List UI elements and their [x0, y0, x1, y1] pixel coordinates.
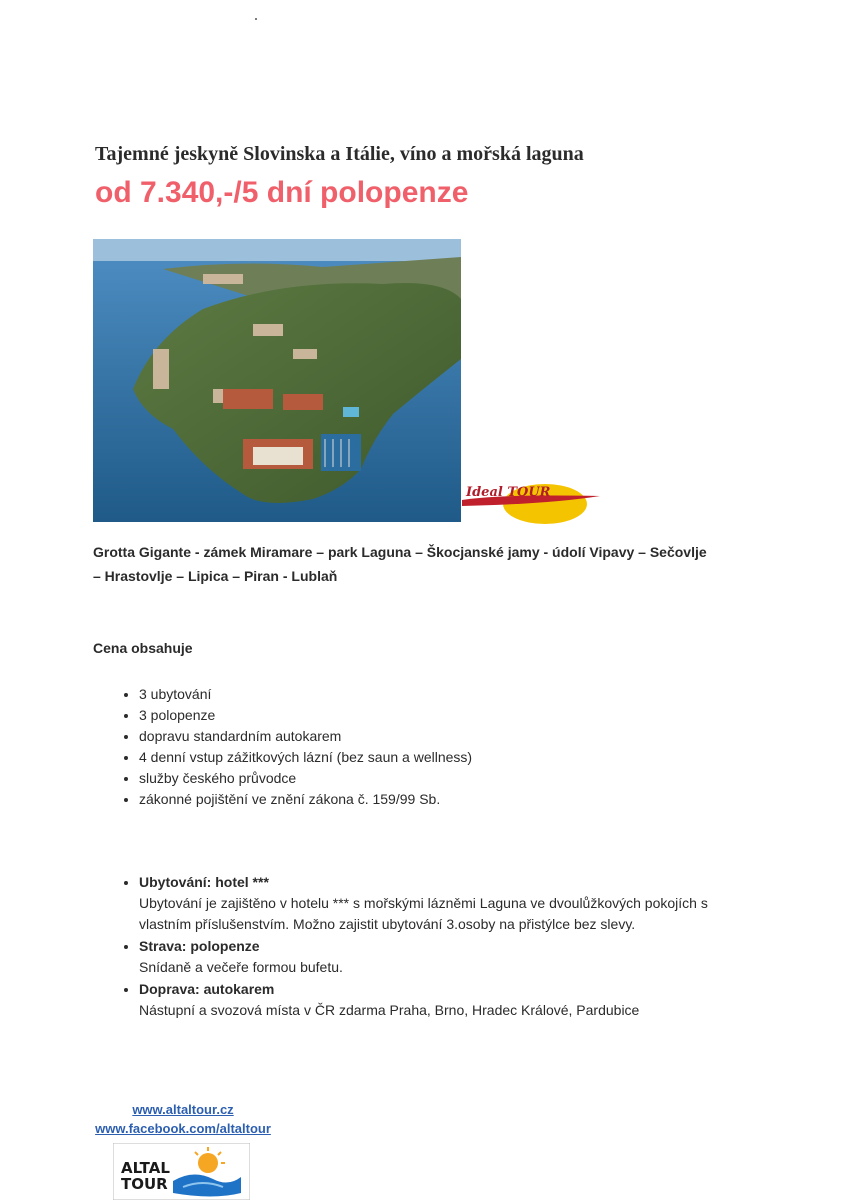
- list-item: • 3 polopenze: [139, 705, 472, 726]
- detail-transport: [139, 979, 719, 1021]
- ideal-tour-logo: [460, 476, 605, 526]
- detail-accommodation: [139, 872, 719, 935]
- ideal-logo-text: Ideal TOUR: [466, 485, 551, 500]
- list-item: • zákonné pojištění ve znění zákona č. 159/99 Sb.: [139, 789, 472, 810]
- route-description: Grotta Gigante - zámek Miramare – park Laguna – Škocjanské jamy - údolí Vipavy – Sečovlje – Hrastovlje – Lipica – Piran - Lublaň: [93, 544, 707, 584]
- scan-speck: [255, 18, 257, 20]
- detail-heading: • Ubytování: hotel ***: [139, 874, 269, 890]
- list-item: • 4 denní vstup zážitkových lázní (bez saun a wellness): [139, 747, 472, 768]
- details-list: [103, 872, 719, 1022]
- list-item: • služby českého průvodce: [139, 768, 472, 789]
- detail-meals: [139, 936, 719, 978]
- website-link[interactable]: www.altaltour.cz: [132, 1102, 234, 1117]
- detail-text: Snídaně a večeře formou bufetu.: [139, 959, 343, 975]
- detail-text: Nástupní a svozová místa v ČR zdarma Praha, Brno, Hradec Králové, Pardubice: [139, 1002, 640, 1018]
- altal-logo-line1: ALTAL: [121, 1159, 170, 1177]
- detail-heading: • Strava: polopenze: [139, 938, 260, 954]
- page-title: Tajemné jeskyně Slovinska a Itálie, víno a mořská laguna: [95, 143, 584, 165]
- altal-tour-logo: [113, 1143, 250, 1200]
- includes-list: [103, 684, 472, 810]
- contact-links: [83, 1100, 283, 1138]
- list-item: • 3 ubytování: [139, 684, 472, 705]
- detail-text: Ubytování je zajištěno v hotelu *** s mořskými lázněmi Laguna ve dvoulůžkových pokojích s vlastním příslušenstvím. Možno zajistit ubytování 3.osoby na přistýlce bez slevy.: [139, 895, 708, 932]
- price-headline: od 7.340,-/5 dní polopenze: [95, 176, 469, 209]
- list-item: • dopravu standardním autokarem: [139, 726, 472, 747]
- detail-heading: • Doprava: autokarem: [139, 981, 275, 997]
- facebook-link[interactable]: www.facebook.com/altaltour: [95, 1121, 271, 1136]
- includes-heading: Cena obsahuje: [93, 640, 193, 656]
- altal-logo-line2: TOUR: [121, 1175, 168, 1193]
- resort-aerial-photo: [93, 239, 461, 522]
